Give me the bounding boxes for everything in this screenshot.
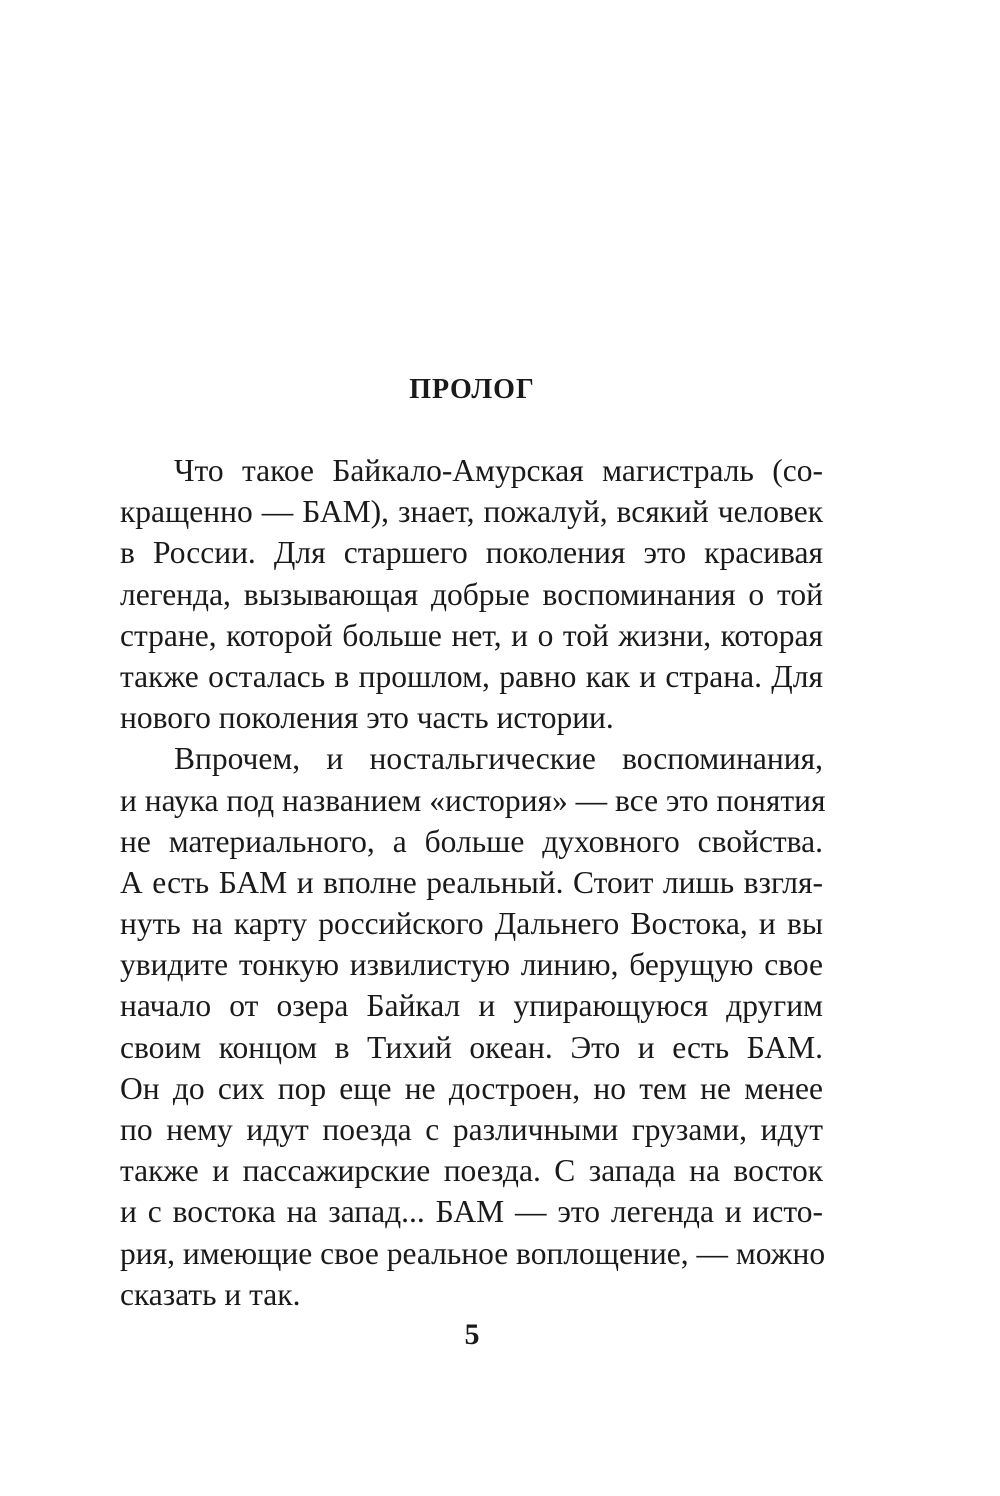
text-line: Впрочем, и ностальгические воспоминания,	[174, 741, 823, 777]
text-line: нуть на карту российского Дальнего Востока, и вы	[120, 906, 823, 942]
text-line: Что такое Байкало-Амурская магистраль (со-	[174, 453, 823, 488]
text-line: своим концом в Тихий океан. Это и есть БАМ.	[120, 1029, 823, 1065]
text-line: легенда, вызывающая добрые воспоминания о той	[120, 576, 823, 612]
text-line: сказать и так.	[120, 1276, 301, 1312]
text-line: рия, имеющие свое реальное воплощение, — можно	[120, 1235, 826, 1271]
text-line: и наука под названием «история» — все это понятия	[120, 782, 826, 818]
text-line: начало от озера Байкал и упирающуюся другим	[120, 988, 823, 1024]
body-text	[120, 450, 826, 1315]
text-line: Он до сих пор еще не достроен, но тем не менее	[120, 1070, 823, 1106]
paragraph-1	[120, 450, 823, 738]
text-line: в России. Для старшего поколения это красивая	[120, 535, 823, 571]
text-line: увидите тонкую извилистую линию, берущую свое	[120, 947, 823, 983]
text-line: и с востока на запад... БАМ — это легенда и исто-	[120, 1194, 823, 1230]
text-line: нового поколения это часть истории.	[120, 700, 614, 736]
text-line: стране, которой больше нет, и о той жизни, которая	[120, 617, 823, 653]
text-line: А есть БАМ и вполне реальный. Стоит лишь взгля-	[120, 864, 823, 900]
text-line: также осталась в прошлом, равно как и страна. Для	[120, 658, 823, 694]
text-line: кращенно — БАМ), знает, пожалуй, всякий человек	[120, 494, 823, 530]
text-line: не материального, а больше духовного свойства.	[120, 823, 823, 859]
chapter-title: ПРОЛОГ	[409, 374, 535, 405]
text-line: по нему идут поезда с различными грузами, идут	[120, 1112, 823, 1147]
page-number: 5	[464, 1318, 480, 1351]
paragraph-2	[120, 738, 826, 1315]
text-line: также и пассажирские поезда. С запада на восток	[120, 1153, 823, 1189]
